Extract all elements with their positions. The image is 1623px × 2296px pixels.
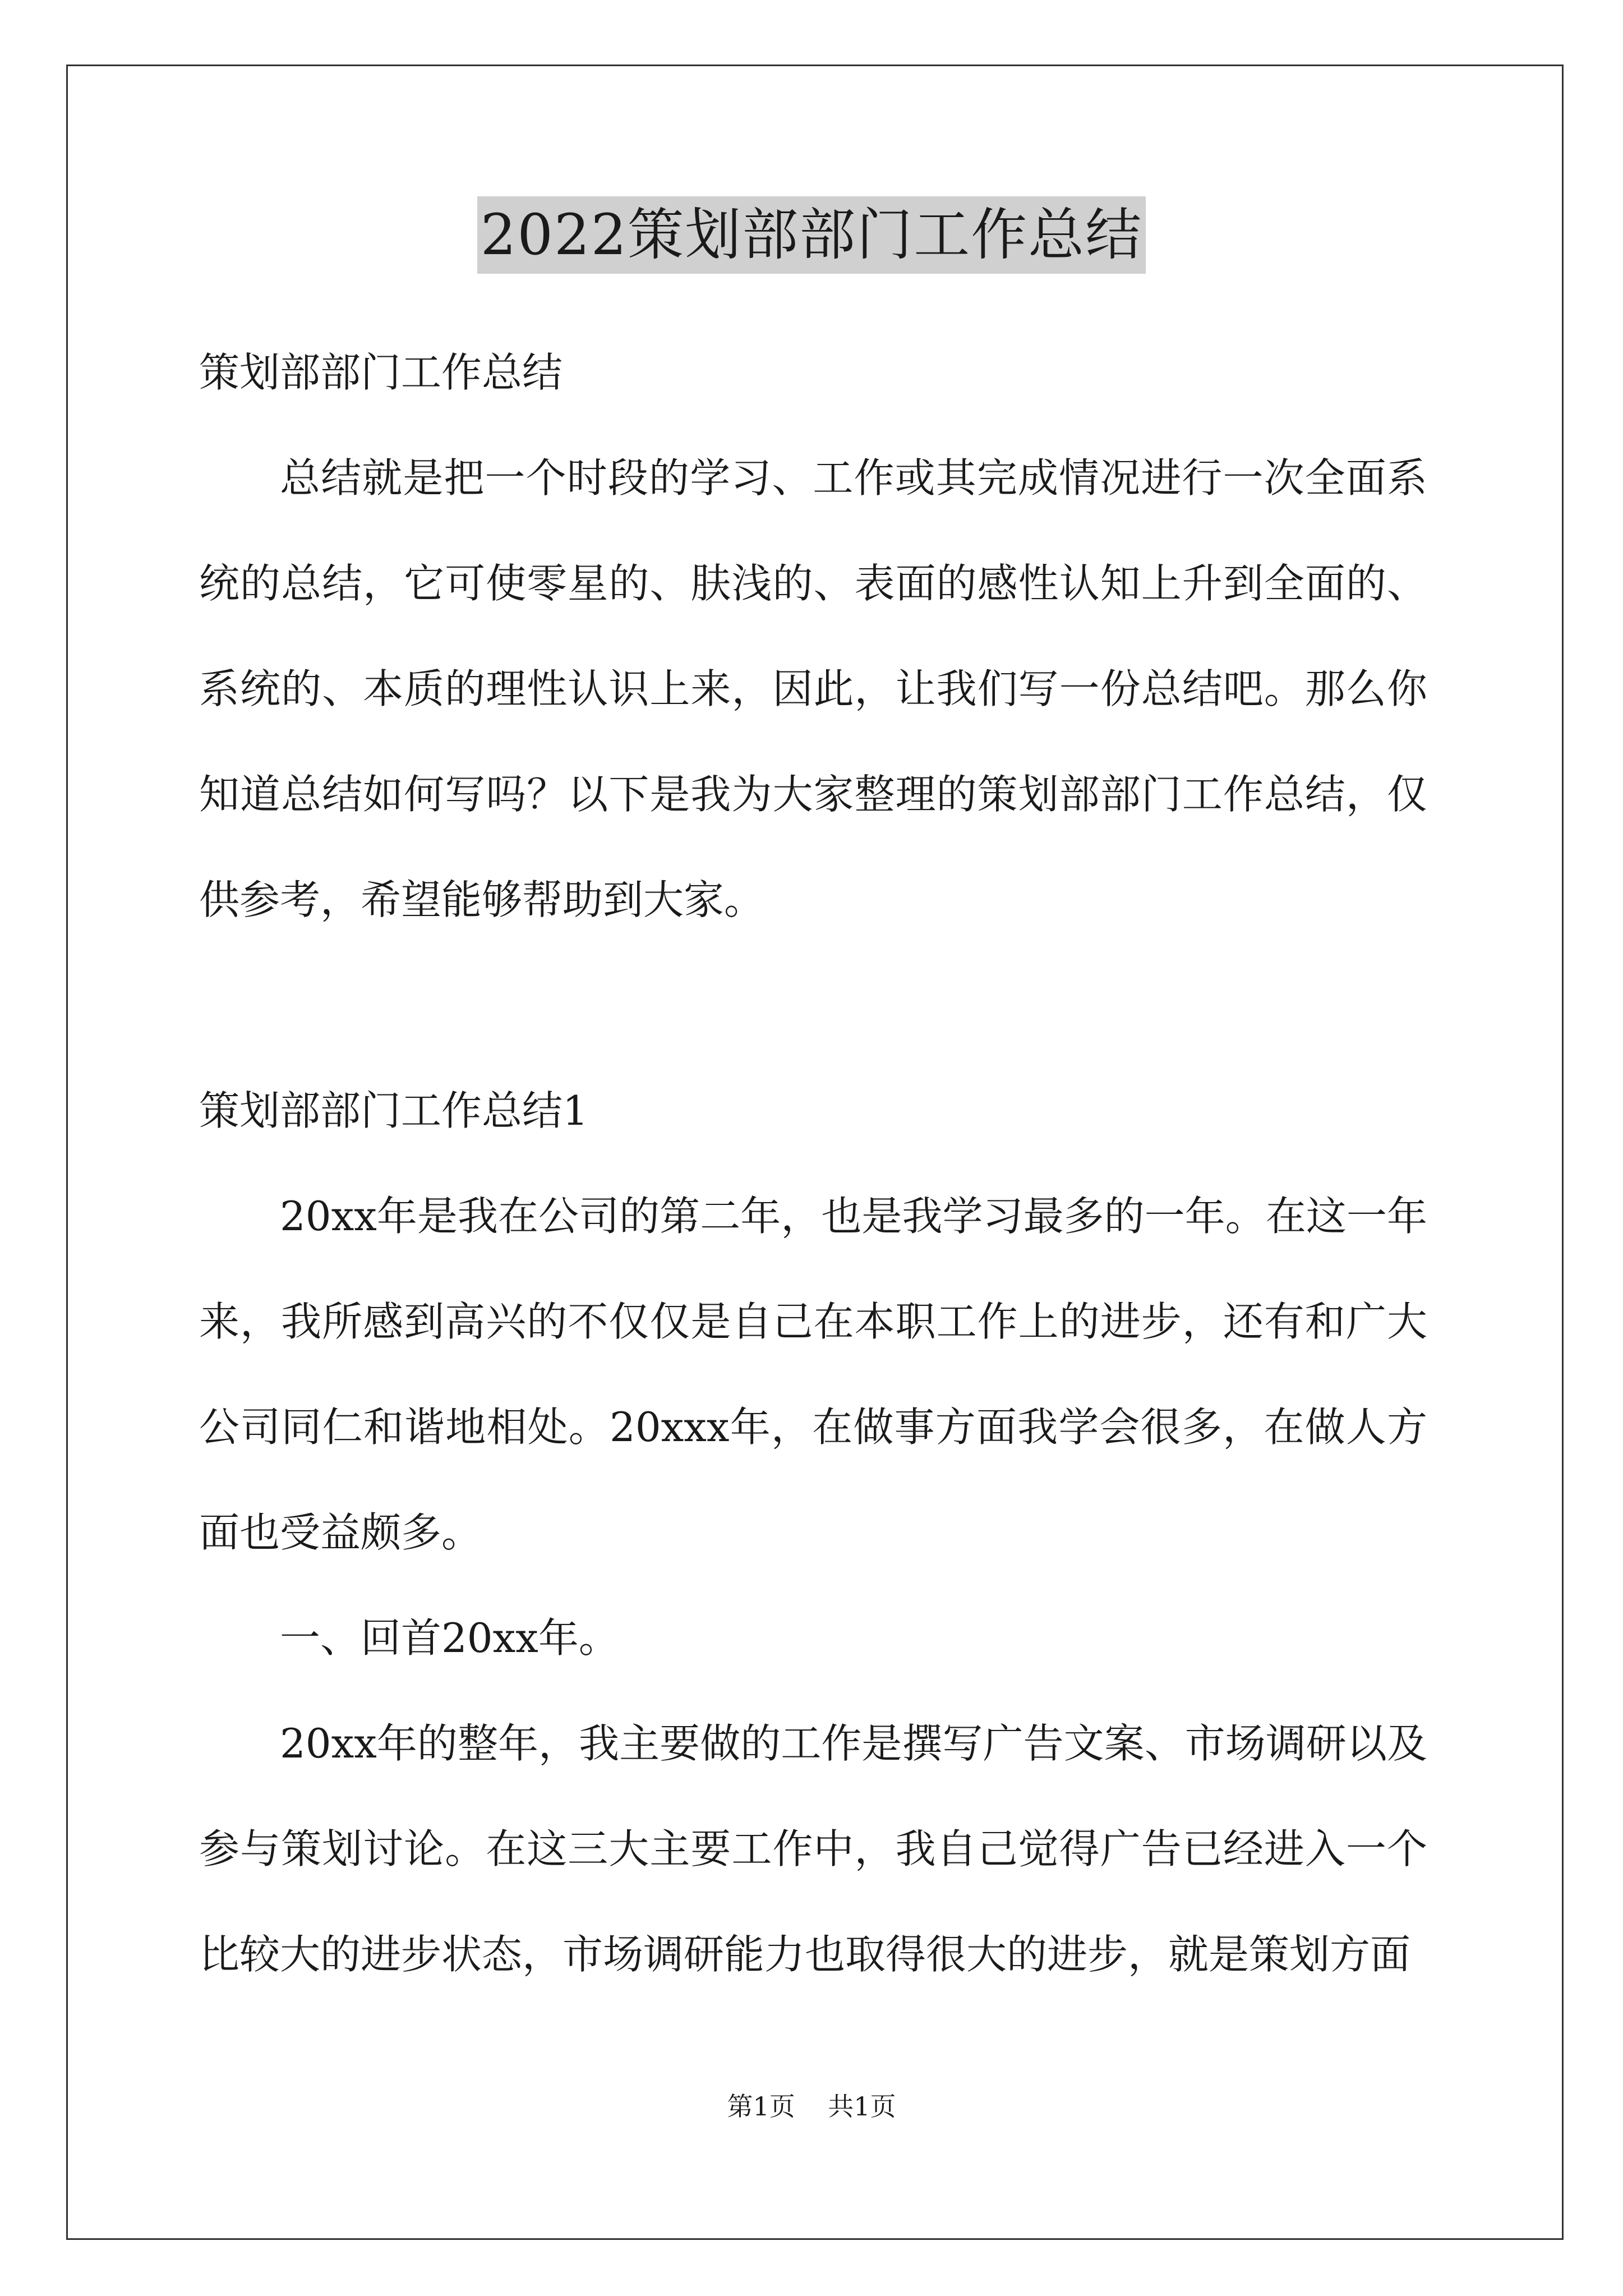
section-paragraph-2: 一、回首20xx年。 [280, 1614, 619, 1662]
spacer [199, 953, 1427, 1058]
title-container [0, 196, 1623, 274]
section-paragraph-3: 20xx年的整年，我主要做的工作是撰写广告文案、市场调研以及参与策划讨论。在这三大主要工作中，我自己觉得广告已经进入一个比较大的进步状态，市场调研能力也取得很大的进步，就是策划方面 [199, 1720, 1427, 1978]
document-title: 2022策划部部门工作总结 [477, 196, 1146, 274]
section-paragraph-1: 20xx年是我在公司的第二年，也是我学习最多的一年。在这一年来，我所感到高兴的不仅仅是自己在本职工作上的进步，还有和广大公司同仁和谐地相处。20xxx年，在做事方面我学会很多，在做人方面也受益颇多。 [199, 1193, 1427, 1556]
document-body [199, 320, 1427, 2007]
intro-paragraph: 总结就是把一个时段的学习、工作或其完成情况进行一次全面系统的总结，它可使零星的、肤浅的、表面的感性认知上升到全面的、系统的、本质的理性认识上来，因此，让我们写一份总结吧。那么你知道总结如何写吗？以下是我为大家整理的策划部部门工作总结，仅供参考，希望能够帮助到大家。 [199, 454, 1427, 923]
subtitle: 策划部部门工作总结 [199, 349, 563, 396]
page-footer: 第1页 共1页 [727, 2091, 896, 2122]
section-heading: 策划部部门工作总结1 [199, 1087, 588, 1134]
